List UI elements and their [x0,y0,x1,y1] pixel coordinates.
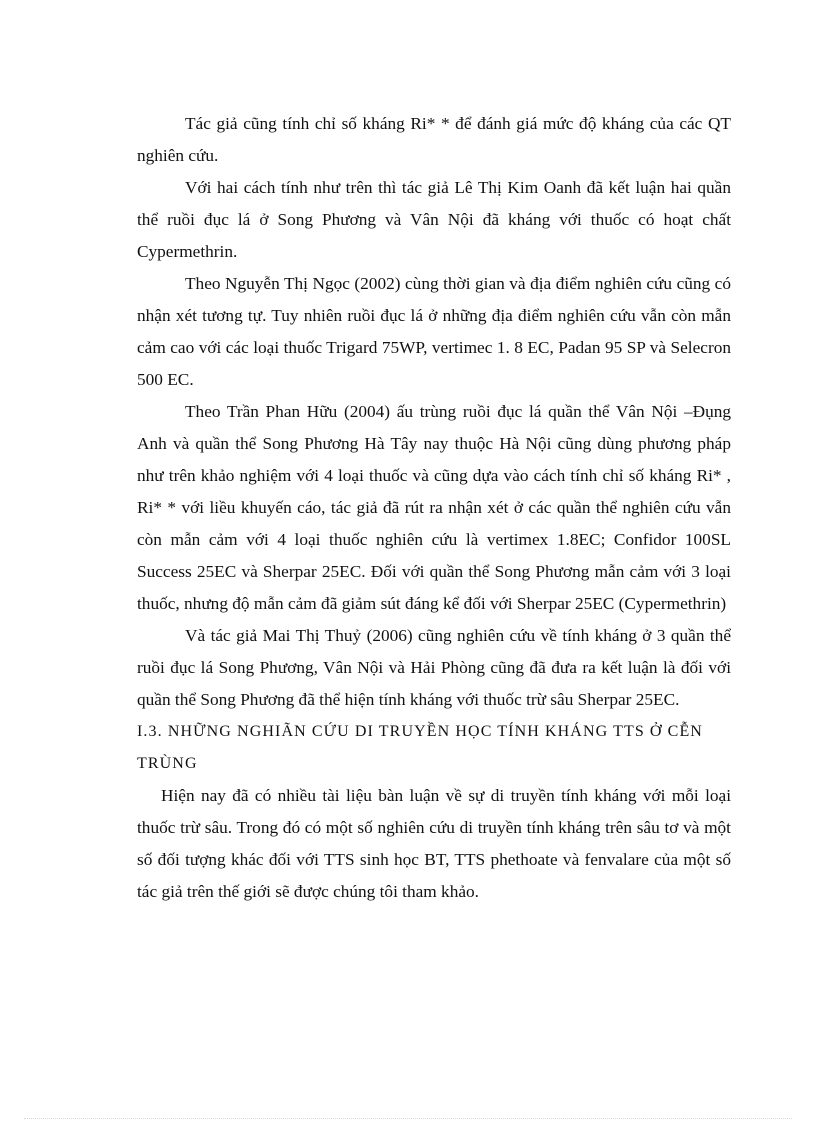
paragraph-6: Hiện nay đã có nhiều tài liệu bàn luận về sự di truyền tính kháng với mỗi loại thuốc trừ sâu. Trong đó có một số nghiên cứu di truyền tính kháng trên sâu tơ và một số đối tượng khác đối với TTS sinh học BT, TTS phethoate và fenvalare của một số tác giả trên thế giới sẽ được chúng tôi tham khảo. [137,786,731,901]
paragraph-1: Tác giả cũng tính chỉ số kháng Ri* * để đánh giá mức độ kháng của các QT nghiên cứu. [137,114,731,165]
paragraph-2: Với hai cách tính như trên thì tác giả Lê Thị Kim Oanh đã kết luận hai quần thể ruồi đục lá ở Song Phương và Vân Nội đã kháng với thuốc có hoạt chất Cypermethrin. [137,178,731,261]
paragraph-4: Theo Trần Phan Hữu (2004) ấu trùng ruồi đục lá quần thể Vân Nội –Đụng Anh và quần thể Song Phương Hà Tây nay thuộc Hà Nội cũng dùng phương pháp như trên khảo nghiệm với 4 loại thuốc và cũng dựa vào cách tính chỉ số kháng Ri* , Ri* * với liều khuyến cáo, tác giả đã rút ra nhận xét ở các quần thể nghiên cứu vẫn còn mẫn cảm với 4 loại thuốc nghiên cứu là vertimex 1.8EC; Confidor 100SL Success 25EC và Sherpar 25EC. Đối với quần thể Song Phương mẫn cảm với 3 loại thuốc, nhưng độ mẫn cảm đã giảm sút đáng kể đối với Sherpar 25EC (Cypermethrin) [137,402,731,613]
paragraph-5: Và tác giả Mai Thị Thuỷ (2006) cũng nghiên cứu về tính kháng ở 3 quần thể ruồi đục lá Song Phương, Vân Nội và Hải Phòng cũng đã đưa ra kết luận là đối với quần thể Song Phương đã thể hiện tính kháng với thuốc trừ sâu Sherpar 25EC. [137,626,731,709]
paragraph-3: Theo Nguyễn Thị Ngọc (2002) cùng thời gian và địa điểm nghiên cứu cũng có nhận xét tương tự. Tuy nhiên ruồi đục lá ở những địa điểm nghiên cứu vẫn còn mẫn cảm cao với các loại thuốc Trigard 75WP, vertimec 1. 8 EC, Padan 95 SP và Selecron 500 EC. [137,274,731,389]
section-heading: I.3. NHỮNG NGHIÃN CỨU DI TRUYỀN HỌC TÍNH KHÁNG TTS Ở CỄN TRÙNG [137,723,703,772]
page-bottom-divider [24,1118,792,1119]
document-body [137,108,731,908]
